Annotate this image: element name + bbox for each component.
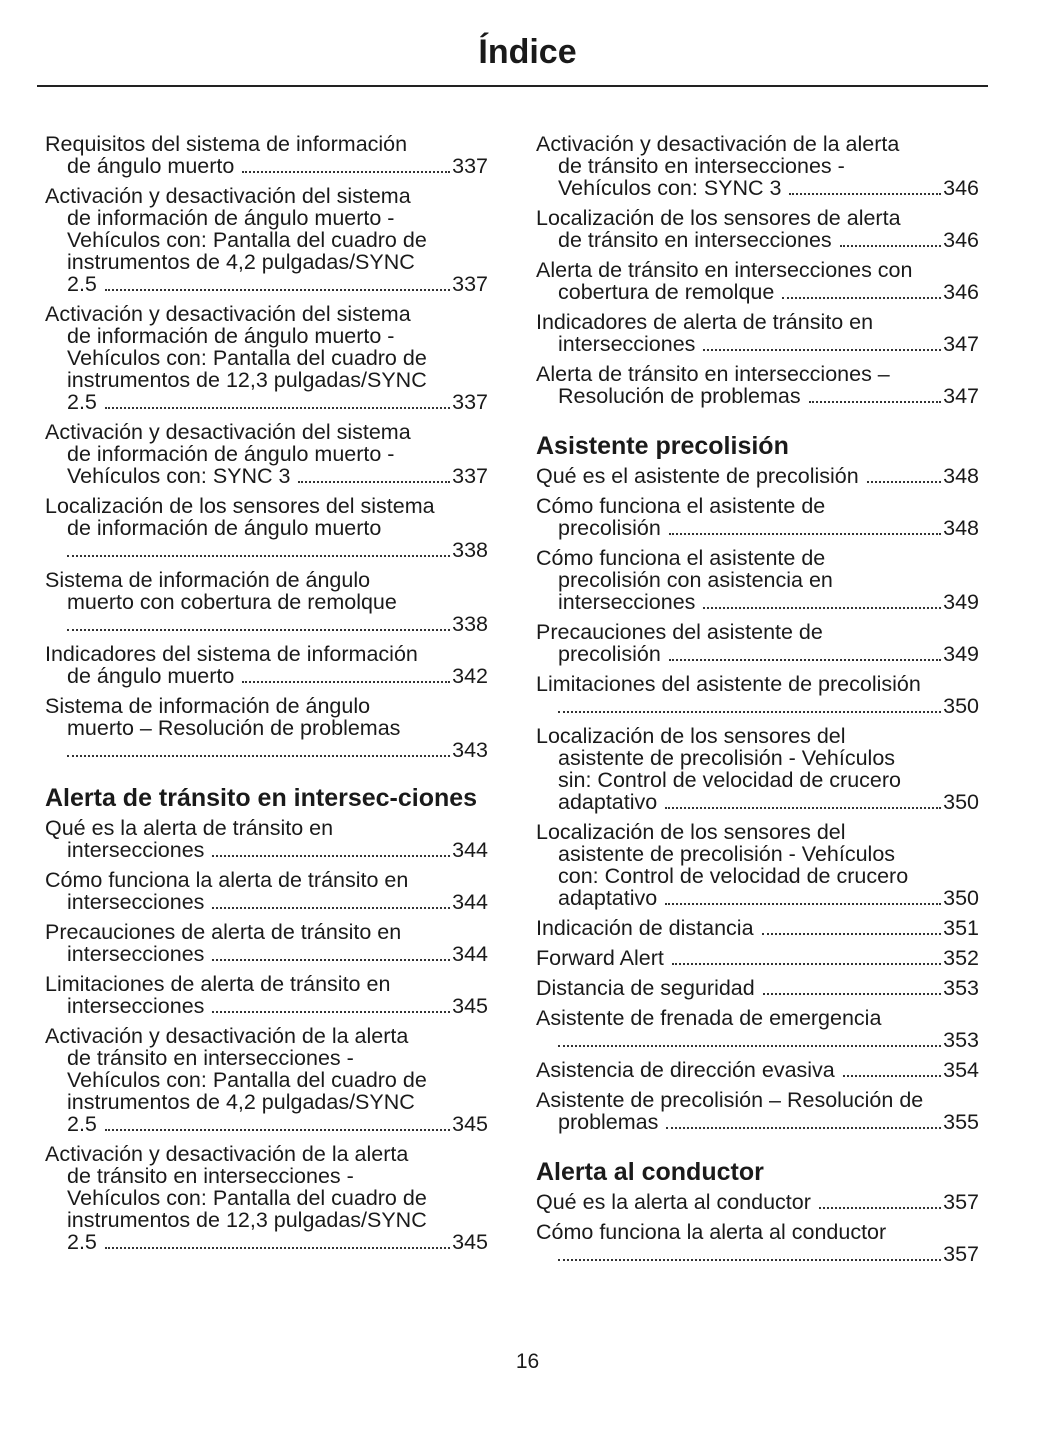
dot-leader: [242, 681, 450, 683]
toc-entry[interactable]: [45, 495, 488, 562]
toc-entry-text: Indicación de distancia: [536, 916, 754, 940]
toc-entry[interactable]: [45, 695, 488, 762]
toc-entry-page: 352: [943, 946, 979, 970]
toc-entry[interactable]: [536, 977, 979, 1000]
toc-entry[interactable]: [45, 869, 488, 914]
toc-entry-text: Localización de los sensores del: [536, 724, 846, 748]
toc-entry-text: Vehículos con: Pantalla del cuadro de: [67, 346, 427, 370]
toc-entry-page: 350: [943, 694, 979, 718]
toc-entry-page: 345: [452, 1112, 488, 1136]
dot-leader: [558, 1259, 941, 1261]
toc-entry-page: 349: [943, 590, 979, 614]
toc-entry-text: Localización de los sensores del: [536, 820, 846, 844]
toc-entry-leader-line: [536, 977, 979, 1000]
toc-entry[interactable]: [45, 921, 488, 966]
toc-entry-text: con: Control de velocidad de crucero: [558, 864, 909, 888]
toc-entry[interactable]: [536, 465, 979, 488]
toc-entry[interactable]: [536, 547, 979, 614]
toc-entry-leader-line: [536, 333, 979, 356]
toc-entry-text: de información de ángulo muerto -: [67, 324, 395, 348]
toc-entry-page: 354: [943, 1058, 979, 1082]
toc-entry[interactable]: [45, 303, 488, 414]
toc-entry-text: Sistema de información de ángulo: [45, 694, 371, 718]
toc-entry-text: Cómo funciona el asistente de: [536, 546, 826, 570]
toc-entry-text: de tránsito en intersecciones -: [67, 1046, 354, 1070]
toc-entry-text: instrumentos de 4,2 pulgadas/SYNC: [67, 1090, 415, 1114]
dot-leader: [819, 1207, 941, 1209]
dot-leader: [298, 481, 450, 483]
toc-entry-leader-line: [536, 887, 979, 910]
toc-group: [45, 817, 488, 1254]
toc-entry-text: adaptativo: [558, 886, 658, 910]
toc-entry-text: Forward Alert: [536, 946, 664, 970]
toc-entry-text: Alerta de tránsito en intersecciones con: [536, 258, 913, 282]
toc-entry-text: Activación y desactivación de la alerta: [45, 1142, 409, 1166]
dot-leader: [782, 297, 941, 299]
toc-entry-text: 2.5: [67, 1112, 97, 1136]
dot-leader: [666, 1127, 941, 1129]
dot-leader: [558, 711, 941, 713]
toc-entry-text: Precauciones del asistente de: [536, 620, 823, 644]
toc-entry-page: 345: [452, 1230, 488, 1254]
toc-entry[interactable]: [45, 133, 488, 178]
toc-entry[interactable]: [45, 421, 488, 488]
toc-entry-text: de ángulo muerto: [67, 664, 235, 688]
toc-entry-text: Indicadores del sistema de información: [45, 642, 418, 666]
toc-entry[interactable]: [45, 643, 488, 688]
toc-entry[interactable]: [45, 569, 488, 636]
toc-entry-leader-line: [45, 539, 488, 562]
dot-leader: [867, 481, 941, 483]
toc-entry-text: precolisión: [558, 516, 661, 540]
toc-entry-leader-line: [536, 917, 979, 940]
toc-entry-text: Qué es la alerta de tránsito en: [45, 816, 334, 840]
toc-entry-page: 347: [943, 384, 979, 408]
dot-leader: [665, 903, 941, 905]
dot-leader: [558, 1045, 941, 1047]
dot-leader: [789, 193, 941, 195]
toc-entry-page: 344: [452, 838, 488, 862]
toc-entry-page: 344: [452, 890, 488, 914]
toc-entry-text: Localización de los sensores de alerta: [536, 206, 901, 230]
toc-entry-text: 2.5: [67, 1230, 97, 1254]
toc-entry-text: Activación y desactivación del sistema: [45, 184, 411, 208]
toc-entry[interactable]: [45, 1025, 488, 1136]
toc-entry[interactable]: [536, 917, 979, 940]
page-number: 16: [515, 1350, 540, 1373]
toc-entry-page: 338: [452, 538, 488, 562]
toc-entry-page: 344: [452, 942, 488, 966]
toc-entry-leader-line: [536, 1029, 979, 1052]
toc-entry-text: Asistente de precolisión – Resolución de: [536, 1088, 924, 1112]
toc-entry-text: de tránsito en intersecciones: [558, 228, 832, 252]
toc-entry-page: 350: [943, 790, 979, 814]
toc-entry-text: Requisitos del sistema de información: [45, 132, 408, 156]
toc-entry-page: 348: [943, 464, 979, 488]
dot-leader: [212, 907, 450, 909]
toc-entry-leader-line: [536, 1191, 979, 1214]
toc-entry-leader-line: [45, 465, 488, 488]
toc-entry-text: instrumentos de 4,2 pulgadas/SYNC: [67, 250, 415, 274]
toc-group: [536, 1191, 979, 1266]
dot-leader: [212, 1011, 450, 1013]
toc-entry-leader-line: [45, 273, 488, 296]
toc-entry-leader-line: [45, 1113, 488, 1136]
toc-entry-text: Asistente de frenada de emergencia: [536, 1006, 882, 1030]
toc-entry[interactable]: [536, 1089, 979, 1134]
section-heading-asistente-precolision: Asistente precolisión: [536, 432, 789, 460]
toc-entry-text: muerto con cobertura de remolque: [67, 590, 397, 614]
toc-entry-text: Vehículos con: Pantalla del cuadro de: [67, 1068, 427, 1092]
dot-leader: [67, 629, 450, 631]
dot-leader: [665, 807, 941, 809]
toc-entry-text: Activación y desactivación del sistema: [45, 302, 411, 326]
toc-entry[interactable]: [536, 673, 979, 718]
toc-entry-text: cobertura de remolque: [558, 280, 775, 304]
toc-entry-text: Activación y desactivación de la alerta: [536, 132, 900, 156]
toc-entry[interactable]: [536, 1191, 979, 1214]
toc-entry-text: Vehículos con: SYNC 3: [558, 176, 782, 200]
toc-entry-text: de tránsito en intersecciones -: [67, 1164, 354, 1188]
toc-left-column: [45, 133, 488, 1261]
toc-entry-leader-line: [536, 643, 979, 666]
toc-entry-page: 353: [943, 1028, 979, 1052]
toc-entry-leader-line: [45, 613, 488, 636]
toc-entry[interactable]: [536, 821, 979, 910]
toc-entry-text: Cómo funciona la alerta de tránsito en: [45, 868, 409, 892]
toc-entry-text: Qué es el asistente de precolisión: [536, 464, 859, 488]
toc-entry-page: 337: [452, 272, 488, 296]
toc-entry-leader-line: [45, 739, 488, 762]
toc-entry[interactable]: [536, 363, 979, 408]
toc-entry-page: 350: [943, 886, 979, 910]
dot-leader: [242, 171, 450, 173]
toc-entry[interactable]: [45, 185, 488, 296]
toc-entry[interactable]: [536, 207, 979, 252]
toc-entry-page: 345: [452, 994, 488, 1018]
section-heading-alerta-transito: Alerta de tránsito en intersec-ciones: [45, 784, 478, 812]
toc-entry-leader-line: [45, 1231, 488, 1254]
toc-entry-page: 348: [943, 516, 979, 540]
toc-entry[interactable]: [536, 495, 979, 540]
toc-entry-text: sin: Control de velocidad de crucero: [558, 768, 901, 792]
toc-entry-page: 337: [452, 154, 488, 178]
title-divider: [37, 85, 988, 87]
toc-entry-leader-line: [536, 517, 979, 540]
toc-entry-text: Limitaciones de alerta de tránsito en: [45, 972, 391, 996]
toc-entry[interactable]: [536, 947, 979, 970]
toc-entry-text: 2.5: [67, 272, 97, 296]
dot-leader: [672, 963, 941, 965]
page-title: Índice: [478, 33, 577, 71]
toc-entry[interactable]: [536, 1007, 979, 1052]
toc-entry-leader-line: [45, 995, 488, 1018]
toc-group: [536, 465, 979, 1134]
toc-entry-text: intersecciones: [558, 590, 696, 614]
dot-leader: [762, 933, 942, 935]
toc-entry[interactable]: [536, 725, 979, 814]
dot-leader: [843, 1075, 941, 1077]
toc-entry-page: 357: [943, 1190, 979, 1214]
toc-entry[interactable]: [536, 133, 979, 200]
toc-entry-text: asistente de precolisión - Vehículos: [558, 746, 896, 770]
toc-entry-text: intersecciones: [67, 942, 205, 966]
toc-entry-page: 337: [452, 390, 488, 414]
toc-entry-text: Limitaciones del asistente de precolisión: [536, 672, 921, 696]
toc-entry-text: Cómo funciona la alerta al conductor: [536, 1220, 887, 1244]
toc-entry-leader-line: [536, 1111, 979, 1134]
dot-leader: [67, 755, 450, 757]
toc-entry-page: 338: [452, 612, 488, 636]
dot-leader: [669, 533, 941, 535]
toc-entry-text: de información de ángulo muerto -: [67, 206, 395, 230]
toc-entry-text: muerto – Resolución de problemas: [67, 716, 401, 740]
toc-entry-text: Indicadores de alerta de tránsito en: [536, 310, 874, 334]
toc-entry-text: de tránsito en intersecciones -: [558, 154, 845, 178]
toc-entry-text: Localización de los sensores del sistema: [45, 494, 435, 518]
toc-entry[interactable]: [536, 621, 979, 666]
toc-entry-page: 347: [943, 332, 979, 356]
toc-entry-page: 346: [943, 280, 979, 304]
toc-entry-leader-line: [536, 1243, 979, 1266]
toc-entry-text: intersecciones: [558, 332, 696, 356]
toc-entry-text: Activación y desactivación de la alerta: [45, 1024, 409, 1048]
toc-entry-page: 349: [943, 642, 979, 666]
dot-leader: [703, 349, 941, 351]
toc-entry-leader-line: [536, 947, 979, 970]
toc-entry-text: instrumentos de 12,3 pulgadas/SYNC: [67, 1208, 427, 1232]
section-heading-alerta-conductor: Alerta al conductor: [536, 1158, 764, 1186]
toc-entry-page: 355: [943, 1110, 979, 1134]
dot-leader: [105, 407, 450, 409]
toc-entry-leader-line: [45, 665, 488, 688]
dot-leader: [105, 1129, 450, 1131]
toc-entry-text: asistente de precolisión - Vehículos: [558, 842, 896, 866]
toc-entry-text: Vehículos con: Pantalla del cuadro de: [67, 1186, 427, 1210]
toc-entry-leader-line: [45, 155, 488, 178]
toc-entry[interactable]: [45, 973, 488, 1018]
toc-entry-leader-line: [536, 695, 979, 718]
toc-entry-leader-line: [536, 591, 979, 614]
toc-entry-text: instrumentos de 12,3 pulgadas/SYNC: [67, 368, 427, 392]
toc-entry-page: 346: [943, 228, 979, 252]
toc-entry-text: Asistencia de dirección evasiva: [536, 1058, 835, 1082]
dot-leader: [703, 607, 941, 609]
toc-group: [45, 133, 488, 762]
dot-leader: [67, 555, 450, 557]
toc-entry-leader-line: [45, 891, 488, 914]
dot-leader: [763, 993, 941, 995]
toc-entry-text: precolisión con asistencia en: [558, 568, 833, 592]
dot-leader: [669, 659, 941, 661]
toc-right-column: [536, 133, 979, 1273]
toc-entry-text: Distancia de seguridad: [536, 976, 755, 1000]
toc-entry-page: 357: [943, 1242, 979, 1266]
toc-entry-leader-line: [536, 1059, 979, 1082]
dot-leader: [212, 855, 450, 857]
toc-entry-text: Activación y desactivación del sistema: [45, 420, 411, 444]
toc-entry-text: Precauciones de alerta de tránsito en: [45, 920, 402, 944]
toc-entry-leader-line: [536, 177, 979, 200]
toc-entry-leader-line: [45, 391, 488, 414]
toc-entry-leader-line: [536, 281, 979, 304]
toc-entry-text: adaptativo: [558, 790, 658, 814]
toc-entry-text: intersecciones: [67, 994, 205, 1018]
toc-entry-leader-line: [536, 229, 979, 252]
toc-entry-page: 346: [943, 176, 979, 200]
toc-entry-page: 353: [943, 976, 979, 1000]
toc-entry-leader-line: [536, 791, 979, 814]
toc-entry[interactable]: [536, 259, 979, 304]
toc-entry-page: 337: [452, 464, 488, 488]
toc-entry-page: 342: [452, 664, 488, 688]
toc-entry-text: Vehículos con: Pantalla del cuadro de: [67, 228, 427, 252]
toc-entry-text: intersecciones: [67, 838, 205, 862]
toc-entry-text: Sistema de información de ángulo: [45, 568, 371, 592]
toc-entry-text: precolisión: [558, 642, 661, 666]
toc-entry-text: Vehículos con: SYNC 3: [67, 464, 291, 488]
dot-leader: [809, 401, 942, 403]
dot-leader: [840, 245, 941, 247]
toc-entry-page: 343: [452, 738, 488, 762]
toc-entry-leader-line: [536, 385, 979, 408]
toc-entry-leader-line: [536, 465, 979, 488]
toc-entry-leader-line: [45, 943, 488, 966]
toc-entry[interactable]: [45, 1143, 488, 1254]
toc-entry-text: Resolución de problemas: [558, 384, 801, 408]
toc-entry[interactable]: [536, 311, 979, 356]
toc-entry-text: Cómo funciona el asistente de: [536, 494, 826, 518]
dot-leader: [105, 1247, 450, 1249]
toc-entry[interactable]: [536, 1059, 979, 1082]
toc-entry[interactable]: [536, 1221, 979, 1266]
toc-entry-page: 351: [943, 916, 979, 940]
dot-leader: [105, 289, 450, 291]
toc-entry-text: 2.5: [67, 390, 97, 414]
toc-entry-text: Qué es la alerta al conductor: [536, 1190, 811, 1214]
toc-entry[interactable]: [45, 817, 488, 862]
toc-entry-text: de información de ángulo muerto -: [67, 442, 395, 466]
toc-entry-text: Alerta de tránsito en intersecciones –: [536, 362, 890, 386]
dot-leader: [212, 959, 450, 961]
toc-entry-text: intersecciones: [67, 890, 205, 914]
toc-group: [536, 133, 979, 408]
toc-entry-text: de información de ángulo muerto: [67, 516, 382, 540]
toc-entry-text: de ángulo muerto: [67, 154, 235, 178]
toc-entry-leader-line: [45, 839, 488, 862]
toc-entry-text: problemas: [558, 1110, 659, 1134]
